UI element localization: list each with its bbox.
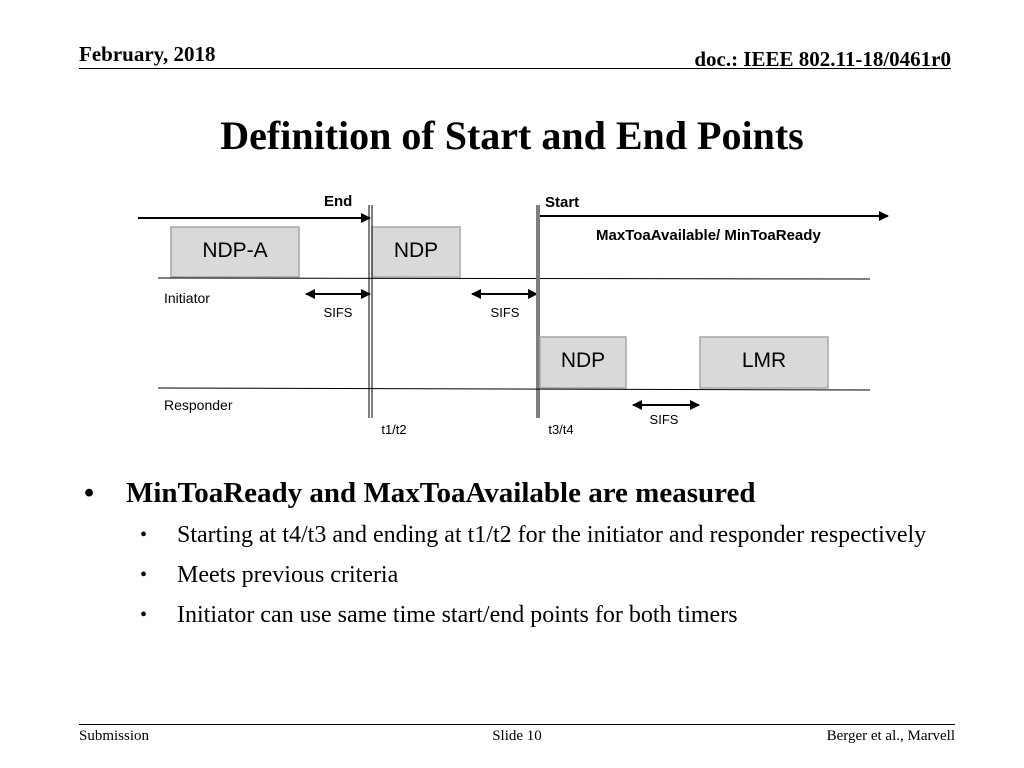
header-date: February, 2018: [79, 42, 216, 66]
footer-submission: Submission: [79, 728, 150, 744]
bullet-glyph: •: [84, 477, 95, 509]
slide-title: Definition of Start and End Points: [220, 113, 804, 158]
bullet-sub-1: [84, 518, 964, 552]
initiator-label: Initiator: [164, 290, 210, 306]
header-doc-id: doc.: IEEE 802.11-18/0461r0: [694, 47, 951, 71]
bullet-sub-2: [84, 558, 964, 592]
footer-divider: [79, 724, 955, 725]
bullet-sub-3: [84, 598, 964, 632]
bullet-sub-3-text: Initiator can use same time start/end points for both timers: [177, 602, 738, 628]
sifs-label-1: SIFS: [323, 305, 353, 320]
bullet-glyph: •: [140, 524, 148, 546]
bullet-sub-1-text: Starting at t4/t3 and ending at t1/t2 for the initiator and responder respectively: [177, 522, 927, 548]
frame-responder-ndp-label: NDP: [560, 349, 606, 372]
frame-ndp-a-label: NDP-A: [202, 239, 268, 262]
bullet-glyph: •: [140, 564, 148, 586]
responder-label: Responder: [164, 397, 233, 413]
initiator-timeline: [158, 278, 870, 279]
frame-lmr-label: LMR: [741, 349, 787, 372]
end-label: End: [324, 193, 353, 210]
bullet-main-text: MinToaReady and MaxToaAvailable are measured: [126, 477, 756, 509]
bullet-sub-2-text: Meets previous criteria: [177, 562, 399, 588]
footer-slide-number: Slide 10: [492, 728, 542, 744]
frame-initiator-ndp-label: NDP: [393, 239, 439, 262]
start-label: Start: [545, 194, 580, 211]
time-label-t3-t4: t3/t4: [548, 422, 574, 437]
bullet-glyph: •: [140, 604, 148, 626]
footer-authors: Berger et al., Marvell: [826, 728, 955, 744]
bullet-list: [84, 474, 964, 632]
sifs-label-3: SIFS: [649, 412, 679, 427]
sifs-label-2: SIFS: [490, 305, 520, 320]
time-label-t1-t2: t1/t2: [381, 422, 407, 437]
bullet-main: [84, 474, 964, 512]
max-min-label: MaxToaAvailable/ MinToaReady: [596, 227, 821, 244]
